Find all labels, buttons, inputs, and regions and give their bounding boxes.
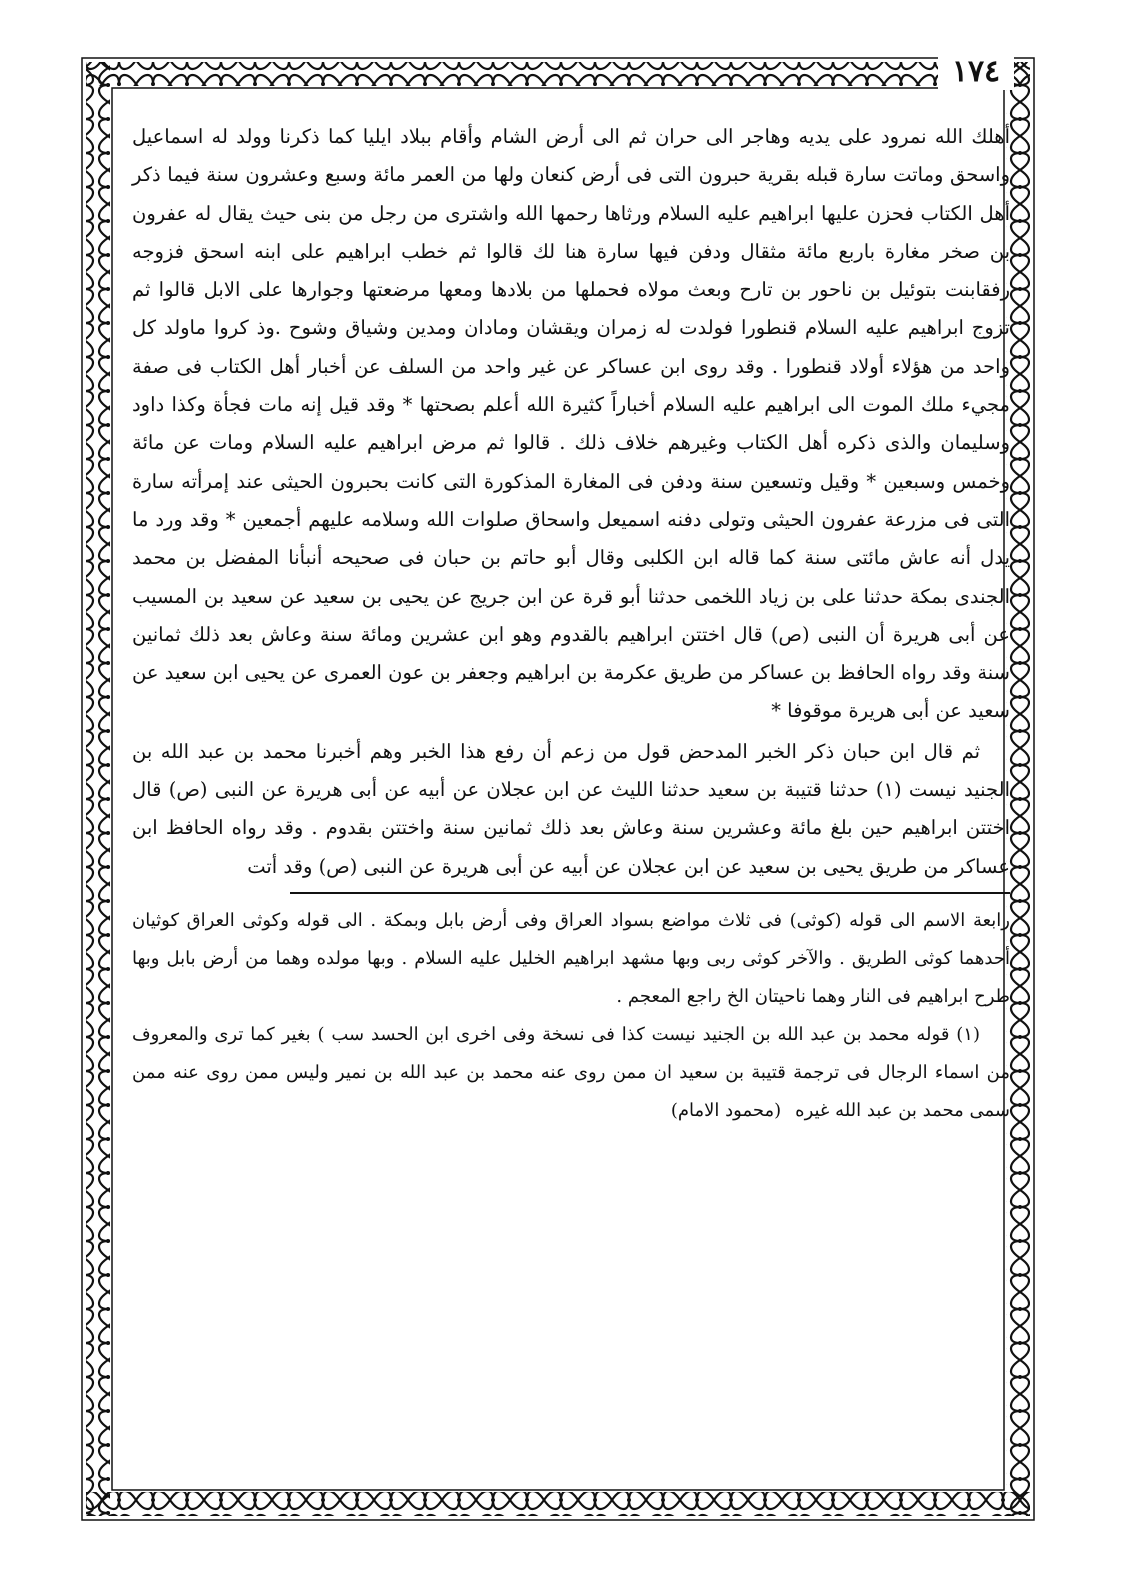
footnote-1-text: (١) قوله محمد بن عبد الله بن الجنيد نيست كذا فى نسخة وفى اخرى ابن الحسد سب ) بغير كما ترى والمعروف من اسماء الرجال فى ترجمة قتيبة بن سعيد ان ممن روى عنه محمد بن عبد الله بن نمير وليس ممن روى عنه ممن سمى محمد بن عبد الله غيره xyxy=(132,1023,1010,1121)
border-top xyxy=(86,62,1030,86)
page-number: ١٧٤ xyxy=(938,54,1014,90)
main-paragraph: أهلك الله نمرود على يديه وهاجر الى حران ثم الى أرض الشام وأقام ببلاد ايليا كما ذكرنا وولد له اسماعيل واسحق وماتت سارة قبله بقرية حبرون التى فى أرض كنعان ولها من العمر مائة وسبع وعشرون سنة فيما ذكر أهل الكتاب فحزن عليها ابراهيم عليه السلام ورثاها رحمها الله واشترى من رجل من بنى حيث يقال له عفرون بن صخر مغارة باربع مائة مثقال ودفن فيها سارة هنا لك قالوا ثم خطب ابراهيم على ابنه اسحق فزوجه رفقابنت بتوئيل بن ناحور بن تارح وبعث مولاه فحملها من بلادها ومعها مرضعتها وجوارها على الابل قالوا ثم تزوج ابراهيم عليه السلام قنطورا فولدت له زمران ويقشان ومادان ومدين وشياق وشوح .وذ كروا ماولد كل واحد من هؤلاء أولاد قنطورا . وقد روى ابن عساكر عن غير واحد من السلف عن أخبار أهل الكتاب فى صفة مجيء ملك الموت الى ابراهيم عليه السلام أخباراً كثيرة الله أعلم بصحتها * وقد قيل إنه مات فجأة وكذا داود وسليمان والذى ذكره أهل الكتاب وغيرهم خلاف ذلك . قالوا ثم مرض ابراهيم عليه السلام ومات عن مائة وخمس وسبعين * وقيل وتسعين سنة ودفن فى المغارة المذكورة التى كانت بحبرون الحيثى عند إمرأته سارة التى فى مزرعة عفرون الحيثى وتولى دفنه اسميعل واسحاق صلوات الله وسلامه عليهم أجمعين * وقد ورد ما يدل أنه عاش مائتى سنة كما قاله ابن الكلبى وقال أبو حاتم بن حبان فى صحيحه أنبأنا المفضل بن محمد الجندى بمكة حدثنا على بن زياد اللخمى حدثنا أبو قرة عن ابن جريج عن يحيى بن سعيد عن سعيد بن المسيب عن أبى هريرة أن النبى (ص) قال اختتن ابراهيم بالقدوم وهو ابن عشرين ومائة سنة وعاش بعد ذلك ثمانين سنة وقد رواه الحافظ بن عساكر من طريق عكرمة بن ابراهيم وجعفر بن عون العمرى عن يحيى ابن سعيد عن سعيد عن أبى هريرة موقوفا * xyxy=(132,125,1010,723)
main-paragraph: ثم قال ابن حبان ذكر الخبر المدحض قول من زعم أن رفع هذا الخبر وهم أخبرنا محمد بن عبد الله بن الجنيد نيست (١) حدثنا قتيبة بن سعيد حدثنا الليث عن ابن عجلان عن أبيه عن أبى هريرة عن النبى (ص) قال اختتن ابراهيم حين بلغ مائة وعشرين سنة وعاش بعد ذلك ثمانين سنة واختتن بقدوم . وقد رواه الحافظ ابن عساكر من طريق يحيى بن سعيد عن ابن عجلان عن أبيه عن أبى هريرة عن النبى (ص) وقد أتت xyxy=(132,739,1011,878)
border-bottom xyxy=(86,1492,1030,1516)
footnote-signature: (محمود الامام) xyxy=(670,1099,782,1121)
footnote-1 xyxy=(132,1016,1010,1130)
footnote-continuation: رابعة الاسم الى قوله (كوثى) فى ثلاث مواضع بسواد العراق وفى أرض بابل وبمكة . الى قوله وكوثى العراق كوثيان أحدهما كوثى الطريق . والآخر كوثى ربى وبها مشهد ابراهيم الخليل عليه السلام . وبها مولده وهما من أرض بابل وبها طرح ابراهيم فى النار وهما ناحيتان الخ راجع المعجم . xyxy=(132,909,1010,1007)
footnotes xyxy=(132,902,1010,1130)
main-text xyxy=(132,118,1010,886)
page-content xyxy=(132,118,1010,1130)
footnote-separator xyxy=(290,892,1010,894)
border-left xyxy=(86,62,110,1516)
